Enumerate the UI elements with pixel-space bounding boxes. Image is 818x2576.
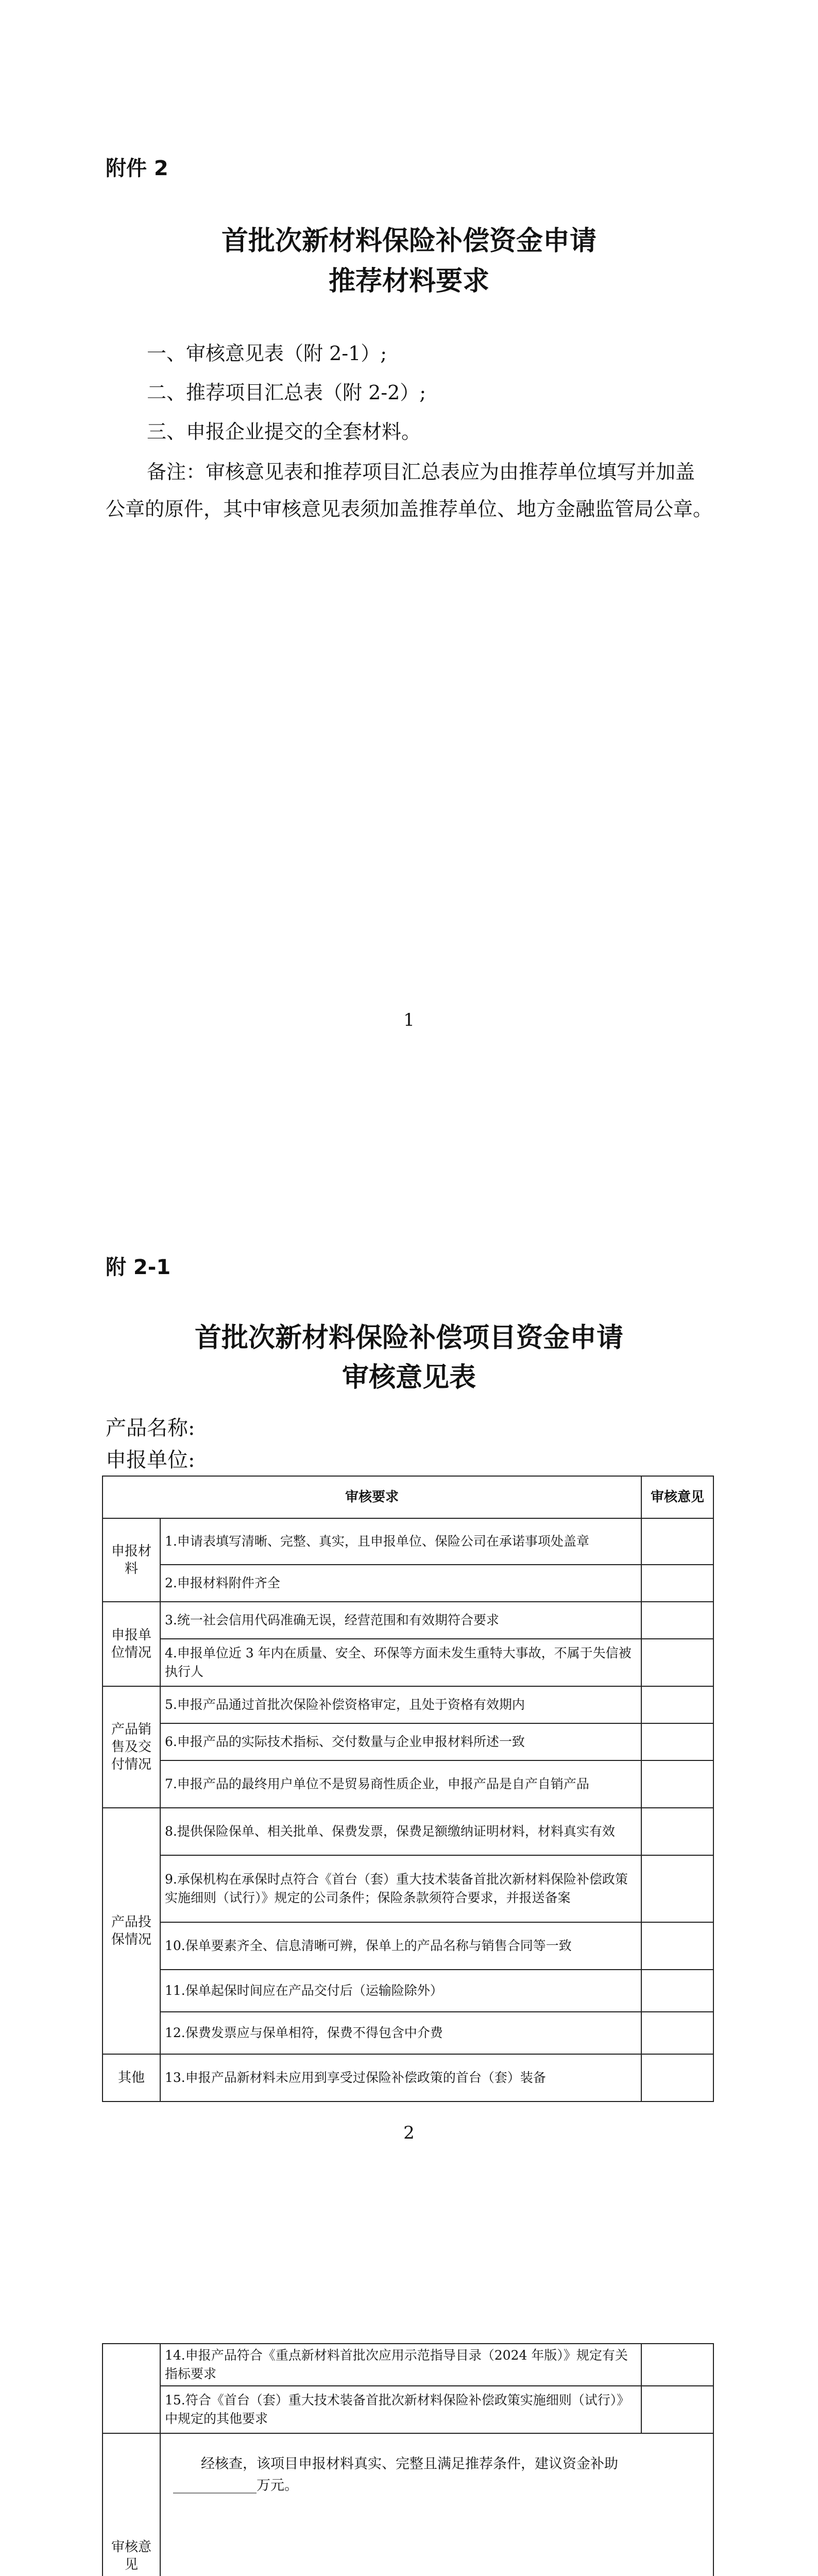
opinion-cell[interactable] (641, 1686, 713, 1723)
header-requirement: 审核要求 (103, 1476, 641, 1518)
table-row: 10.保单要素齐全、信息清晰可辨，保单上的产品名称与销售合同等一致 (160, 1922, 641, 1970)
page-number: 2 (403, 2123, 415, 2143)
opinion-cell[interactable] (641, 2012, 713, 2054)
opinion-cell[interactable] (641, 1855, 713, 1922)
table-row: 15.符合《首台（套）重大技术装备首批次新材料保险补偿政策实施细则（试行）》中规定的其他要求 (160, 2386, 641, 2433)
category-materials: 申报材料 (103, 1518, 160, 1602)
table-row: 13.申报产品新材料未应用到享受过保险补偿政策的首台（套）装备 (160, 2054, 641, 2102)
page-1 (0, 0, 818, 1156)
review-table-continued (102, 2343, 714, 2576)
page-3 (0, 2312, 818, 2576)
table-row: 4.申报单位近 3 年内在质量、安全、环保等方面未发生重特大事故，不属于失信被执行人 (160, 1639, 641, 1686)
table-row: 7.申报产品的最终用户单位不是贸易商性质企业，申报产品是自产自销产品 (160, 1760, 641, 1808)
opinion-statement: 经核查，该项目申报材料真实、完整且满足推荐条件，建议资金补助 (201, 2456, 618, 2472)
amount-blank[interactable]: ____________ (173, 2478, 257, 2494)
table-row: 8.提供保险保单、相关批单、保费发票，保费足额缴纳证明材料，材料真实有效 (160, 1808, 641, 1855)
opinion-cell[interactable] (641, 1970, 713, 2012)
attachment-label: 附 2-1 (106, 1256, 171, 1279)
table-row: 12.保费发票应与保单相符，保费不得包含中介费 (160, 2012, 641, 2054)
page-number: 1 (403, 1010, 415, 1030)
review-table (102, 1476, 714, 2102)
header-opinion: 审核意见 (641, 1476, 713, 1518)
list-item: 一、审核意见表（附 2-1）; (147, 342, 387, 365)
attachment-label: 附件 2 (106, 157, 168, 180)
table-row: 14.申报产品符合《重点新材料首批次应用示范指导目录（2024 年版）》规定有关指标要求 (160, 2344, 641, 2386)
table-row: 5.申报产品通过首批次保险补偿资格审定，且处于资格有效期内 (160, 1686, 641, 1723)
opinion-cell[interactable] (641, 1518, 713, 1565)
opinion-cell[interactable] (641, 2344, 713, 2386)
opinion-text (173, 2453, 701, 2497)
amount-unit: 万元。 (257, 2478, 298, 2494)
opinion-cell[interactable] (641, 1922, 713, 1970)
opinion-cell[interactable] (641, 2054, 713, 2102)
table-row: 9.承保机构在承保时点符合《首台（套）重大技术装备首批次新材料保险补偿政策实施细则（试行）》规定的公司条件；保险条款须符合要求，并报送备案 (160, 1855, 641, 1922)
page-title-line1: 首批次新材料保险补偿项目资金申请 (194, 1322, 623, 1353)
opinion-box (160, 2433, 713, 2576)
list-item: 三、申报企业提交的全套材料。 (147, 420, 421, 443)
note-paragraph: 备注：审核意见表和推荐项目汇总表应为由推荐单位填写并加盖公章的原件，其中审核意见表须加盖推荐单位、地方金融监管局公章。 (106, 461, 713, 520)
product-name-label: 产品名称: (106, 1416, 195, 1440)
opinion-cell[interactable] (641, 1639, 713, 1686)
table-row: 2.申报材料附件齐全 (160, 1565, 641, 1602)
opinion-cell[interactable] (641, 1602, 713, 1639)
page-title-line2: 审核意见表 (342, 1362, 476, 1393)
table-row: 1.申请表填写清晰、完整、真实，且申报单位、保险公司在承诺事项处盖章 (160, 1518, 641, 1565)
opinion-cell[interactable] (641, 1723, 713, 1760)
category-opinion: 审核意见 (103, 2433, 160, 2576)
table-row: 11.保单起保时间应在产品交付后（运输险除外） (160, 1970, 641, 2012)
opinion-cell[interactable] (641, 1760, 713, 1808)
table-row: 6.申报产品的实际技术指标、交付数量与企业申报材料所述一致 (160, 1723, 641, 1760)
opinion-cell[interactable] (641, 1808, 713, 1855)
table-row: 3.统一社会信用代码准确无误，经营范围和有效期符合要求 (160, 1602, 641, 1639)
category-other: 其他 (103, 2054, 160, 2102)
page-2 (0, 1156, 818, 2312)
category-insurance: 产品投保情况 (103, 1808, 160, 2054)
page-title-line2: 推荐材料要求 (328, 265, 489, 297)
category-unit: 申报单位情况 (103, 1602, 160, 1686)
opinion-cell[interactable] (641, 1565, 713, 1602)
page-title-line1: 首批次新材料保险补偿资金申请 (221, 225, 597, 257)
applicant-label: 申报单位: (106, 1448, 195, 1472)
category-sales: 产品销售及交付情况 (103, 1686, 160, 1808)
list-item: 二、推荐项目汇总表（附 2-2）; (147, 381, 427, 404)
opinion-cell[interactable] (641, 2386, 713, 2433)
category-continued (103, 2344, 160, 2433)
